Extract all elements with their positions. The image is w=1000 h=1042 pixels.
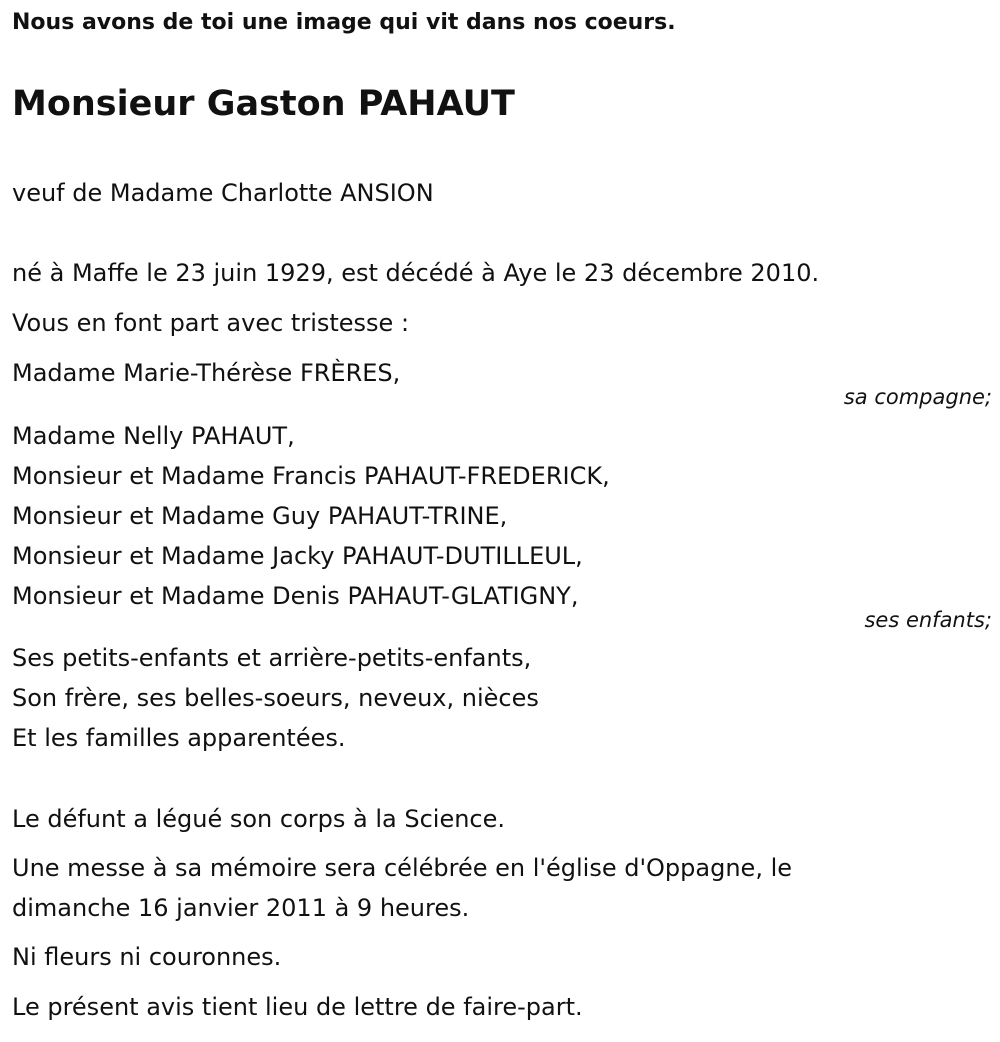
child-name: Madame Nelly PAHAUT, [12, 422, 295, 450]
family-line: Son frère, ses belles-soeurs, neveux, nièces [12, 684, 539, 712]
children-list [12, 416, 610, 616]
family-line: Ses petits-enfants et arrière-petits-enfants, [12, 644, 532, 672]
deceased-name: Monsieur Gaston PAHAUT [12, 84, 515, 124]
notice-line: Le présent avis tient lieu de lettre de faire-part. [12, 993, 583, 1021]
child-name: Monsieur et Madame Jacky PAHAUT-DUTILLEUL, [12, 542, 583, 570]
child-name: Monsieur et Madame Francis PAHAUT-FREDERICK, [12, 462, 610, 490]
family-line: Et les familles apparentées. [12, 724, 346, 752]
companion-name: Madame Marie-Thérèse FRÈRES, [12, 359, 401, 387]
mass-paragraph: Une messe à sa mémoire sera célébrée en l'église d'Oppagne, le dimanche 16 janvier 2011 à 9 heures. [12, 854, 793, 922]
science-line: Le défunt a légué son corps à la Science. [12, 805, 506, 833]
children-role: ses enfants; [864, 608, 992, 632]
companion-role: sa compagne; [843, 385, 992, 409]
family-list [12, 638, 539, 758]
epigraph: Nous avons de toi une image qui vit dans nos coeurs. [12, 10, 676, 35]
announce-line: Vous en font part avec tristesse : [12, 309, 410, 337]
child-name: Monsieur et Madame Guy PAHAUT-TRINE, [12, 502, 508, 530]
widower-line: veuf de Madame Charlotte ANSION [12, 179, 434, 207]
child-name: Monsieur et Madame Denis PAHAUT-GLATIGNY, [12, 582, 579, 610]
birth-death-line: né à Maffe le 23 juin 1929, est décédé à Aye le 23 décembre 2010. [12, 259, 820, 287]
flowers-line: Ni fleurs ni couronnes. [12, 943, 282, 971]
